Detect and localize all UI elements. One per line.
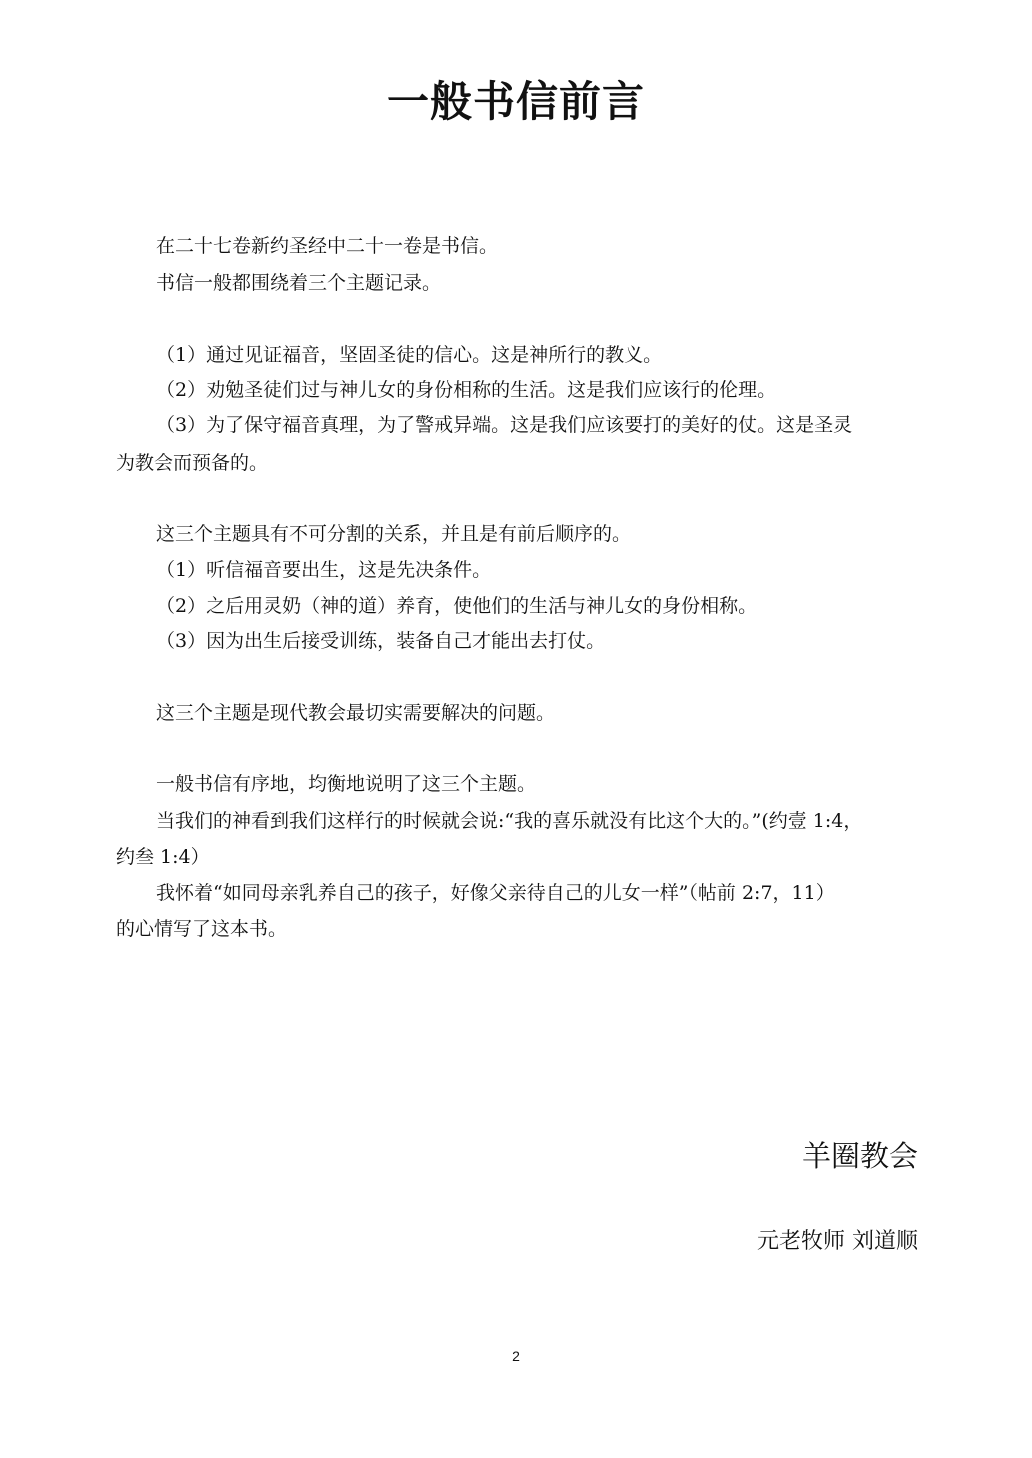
paragraph-line: （1）听信福音要出生，这是先决条件。 — [156, 559, 492, 581]
church-name: 羊圈教会 — [801, 1139, 918, 1173]
paragraph-line: 这三个主题具有不可分割的关系，并且是有前后顺序的。 — [156, 523, 632, 545]
paragraph-line: 约叁 1:4） — [116, 846, 210, 868]
paragraph-line: 书信一般都围绕着三个主题记录。 — [156, 272, 442, 294]
paragraph-line: 在二十七卷新约圣经中二十一卷是书信。 — [156, 235, 499, 257]
paragraph-line: （2）劝勉圣徒们过与神儿女的身份相称的生活。这是我们应该行的伦理。 — [156, 379, 777, 401]
page-title: 一般书信前言 — [386, 77, 645, 126]
paragraph-line: 为教会而预备的。 — [116, 452, 269, 474]
paragraph-line: （3）为了保守福音真理，为了警戒异端。这是我们应该要打的美好的仗。这是圣灵 — [156, 414, 853, 436]
paragraph-line: （1）通过见证福音，坚固圣徒的信心。这是神所行的教义。 — [156, 344, 663, 366]
paragraph-line: 一般书信有序地，均衡地说明了这三个主题。 — [156, 773, 537, 795]
paragraph-line: 当我们的神看到我们这样行的时候就会说:“我的喜乐就没有比这个大的。”(约壹 1:4， — [156, 810, 863, 832]
page-number: 2 — [512, 1348, 520, 1364]
paragraph-line: （3）因为出生后接受训练，装备自己才能出去打仗。 — [156, 630, 606, 652]
paragraph-line: 的心情写了这本书。 — [116, 918, 288, 940]
paragraph-line: 这三个主题是现代教会最切实需要解决的问题。 — [156, 702, 556, 724]
paragraph-line: （2）之后用灵奶（神的道）养育，使他们的生活与神儿女的身份相称。 — [156, 595, 758, 617]
author-signature: 元老牧师 刘道顺 — [757, 1229, 918, 1254]
paragraph-line: 我怀着“如同母亲乳养自己的孩子，好像父亲待自己的儿女一样”（帖前 2:7，11） — [156, 882, 835, 904]
